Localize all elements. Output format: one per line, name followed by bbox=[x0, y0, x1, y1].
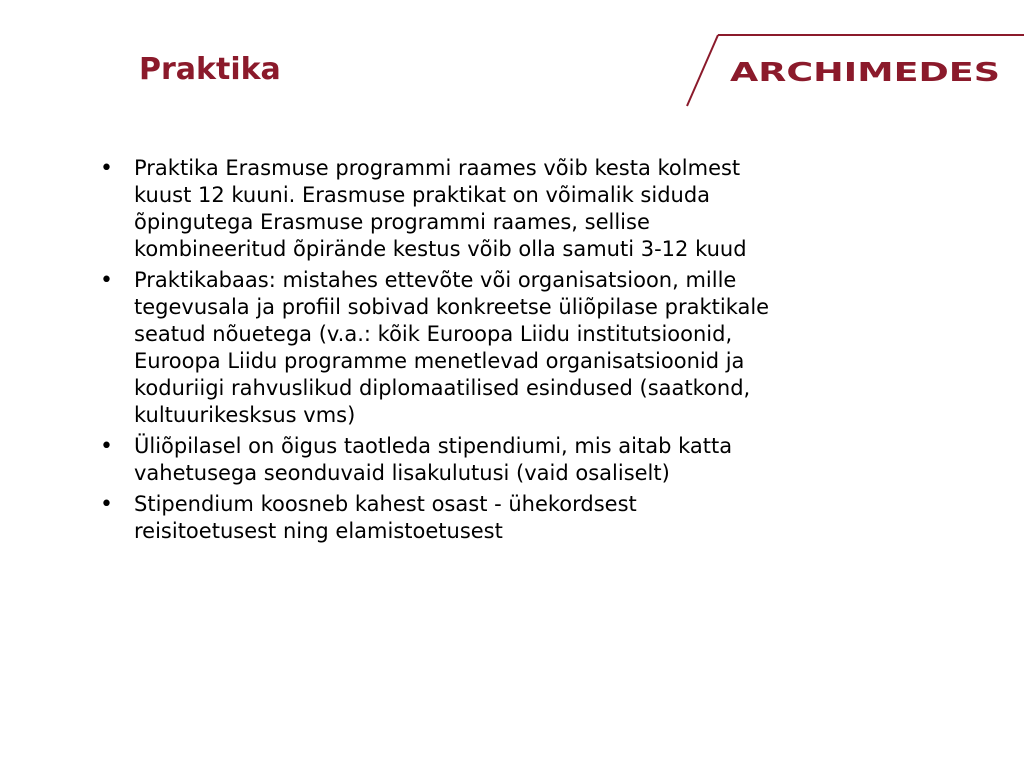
bullet-text: Stipendium koosneb kahest osast - ühekordsest reisitoetusest ning elamistoetusest bbox=[134, 492, 637, 543]
bullet-text: Üliõpilasel on õigus taotleda stipendiumi, mis aitab katta vahetusega seonduvaid lisakulutusi (vaid osaliselt) bbox=[134, 434, 733, 485]
slide-title: Praktika bbox=[139, 52, 281, 87]
bullet-list bbox=[96, 155, 936, 549]
bullet-marker: • bbox=[100, 268, 113, 293]
bullet-item bbox=[96, 155, 936, 263]
logo-slash bbox=[687, 35, 718, 106]
bullet-item bbox=[96, 491, 936, 545]
logo-graphic bbox=[684, 32, 1024, 108]
bullet-marker: • bbox=[100, 156, 113, 181]
archimedes-logo bbox=[684, 32, 1024, 108]
bullet-text: Praktikabaas: mistahes ettevõte või organisatsioon, mille tegevusala ja profiil sobivad konkreetse üliõpilase praktikale seatud nõuetega (v.a.: kõik Euroopa Liidu institutsioonid, Euroopa Liidu programme menetlevad organisatsioonid ja koduriigi rahvuslikud diplomaatilised esindused (saatkond, kultuurikesksus vms) bbox=[134, 268, 770, 427]
bullet-item bbox=[96, 433, 936, 487]
bullet-marker: • bbox=[100, 492, 113, 517]
logo-wordmark: ARCHIMEDES bbox=[730, 58, 1000, 88]
bullet-item bbox=[96, 267, 936, 429]
bullet-text: Praktika Erasmuse programmi raames võib kesta kolmest kuust 12 kuuni. Erasmuse praktikat on võimalik siduda õpingutega Erasmuse programmi raames, sellise kombineeritud õpirände kestus võib olla samuti 3-12 kuud bbox=[134, 156, 747, 261]
bullet-marker: • bbox=[100, 434, 113, 459]
